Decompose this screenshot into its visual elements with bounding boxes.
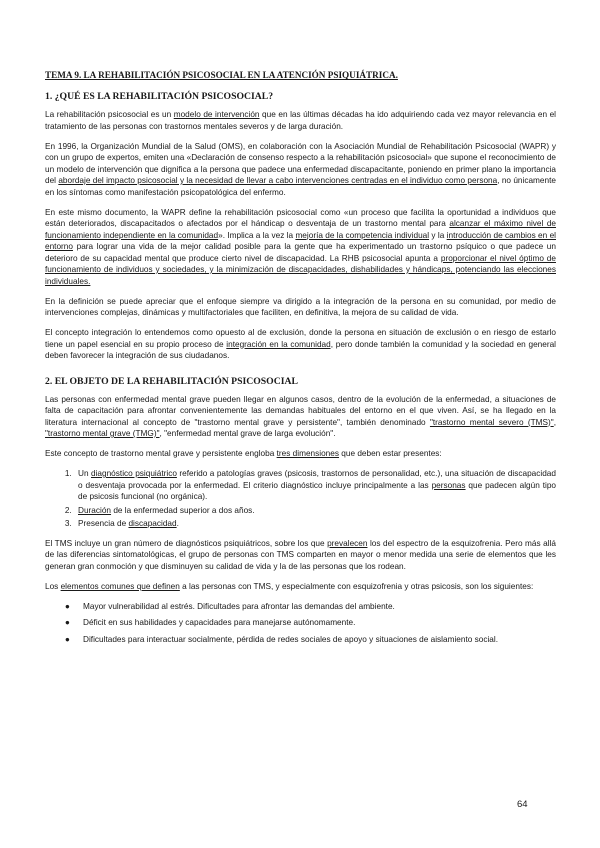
s2-paragraph-1: Las personas con enfermedad mental grave pueden llegar en algunos casos, dentro de la evolución de la enfermedad, a situaciones de falta de capacitación para afrontar convenientemente las demandas habituales del entorno en el que viven. Así, se ha llegado en la literatura internacional al concepto de "trastorno mental grave y persistente", también denominado "trastorno mental severo (TMS)", "trastorno mental grave (TMG)", "enfermedad mental grave de larga evolución".: [45, 394, 556, 438]
s2-paragraph-4: Los elementos comunes que definen a las personas con TMS, y especialmente con esquizofrenia y otras psicosis, son los siguientes:: [45, 581, 534, 591]
list-item: ● Dificultades para interactuar socialmente, pérdida de redes sociales de apoyo y situaciones de aislamiento social.: [65, 634, 499, 644]
list-item: ● Mayor vulnerabilidad al estrés. Dificultades para afrontar las demandas del ambiente.: [65, 601, 395, 611]
list-item: 1. Un diagnóstico psiquiátrico referido a patologías graves (psicosis, trastornos de personalidad, etc.), una situación de discapacidad o desventaja provocada por la enfermedad. El criterio diagnóstico incluye principalmente a las personas que padecen algún tipo de psicosis funcional (no orgánica).: [74, 468, 556, 503]
common-elements-list: [45, 601, 556, 646]
bullet-icon: ●: [65, 634, 70, 644]
document-title: TEMA 9. LA REHABILITACIÓN PSICOSOCIAL EN LA ATENCIÓN PSIQUIÁTRICA.: [45, 70, 398, 80]
s1-paragraph-1: La rehabilitación psicosocial es un modelo de intervención que en las últimas décadas ha ido adquiriendo cada vez mayor relevancia en el tratamiento de las personas con trastornos mentales severos y de larga duración.: [45, 110, 556, 131]
s2-paragraph-2: Este concepto de trastorno mental grave y persistente engloba tres dimensiones que deben estar presentes:: [45, 449, 442, 458]
s1-paragraph-5: El concepto integración lo entendemos como opuesto al de exclusión, donde la persona en situación de exclusión o en riesgo de estarlo tiene un papel esencial en su propio proceso de integración en la comunidad, pero donde también la comunidad y la sociedad en general deben favorecer la integración de sus ciudadanos.: [45, 328, 556, 360]
s1-paragraph-2: En 1996, la Organización Mundial de la Salud (OMS), en colaboración con la Asociación Mundial de Rehabilitación Psicosocial (WAPR) y con un grupo de expertos, emiten una «Declaración de consenso respecto a la rehabilitación psicosocial» que supone el reconocimiento de un modelo de intervención que dignifica a la persona que padece una enfermedad discapacitante, poniendo en primer plano la importancia del abordaje del impacto psicosocial y la necesidad de llevar a cabo intervenciones centradas en el individuo como persona, no únicamente en los síntomas como manifestación psicopatológica del enfermo.: [45, 141, 556, 197]
list-item: ● Déficit en sus habilidades y capacidades para manejarse autónomamente.: [65, 618, 356, 627]
section-1-heading: 1. ¿QUÉ ES LA REHABILITACIÓN PSICOSOCIAL?: [45, 91, 274, 102]
s2-paragraph-3: El TMS incluye un gran número de diagnósticos psiquiátricos, sobre los que prevalecen los del espectro de la esquizofrenia. Pero más allá de las diferencias sintomatológicas, el grupo de personas con TMS comparten en mayor o menor medida una serie de elementos que les generan gran conmoción y que disminuyen su calidad de vida y la de las personas que los rodean.: [45, 538, 556, 571]
s1-paragraph-4: En la definición se puede apreciar que el enfoque siempre va dirigido a la integración de la persona en su comunidad, por medio de intervenciones complejas, dinámicas y multifactoriales que faciliten, en definitiva, la mejora de su calidad de vida.: [45, 296, 556, 317]
list-item: 3. Presencia de discapacidad.: [74, 518, 556, 530]
page-number: 64: [517, 799, 528, 810]
bullet-icon: ●: [65, 601, 70, 611]
s1-paragraph-3: En este mismo documento, la WAPR define la rehabilitación psicosocial como «un proceso que facilita la oportunidad a individuos que están deteriorados, discapacitados o afectados por el hándicap o desventaja de un trastorno mental para alcanzar el máximo nivel de funcionamiento independiente en la comunidad». Implica a la vez la mejoría de la competencia individual y la introducción de cambios en el entorno para lograr una vida de la mejor calidad posible para la gente que ha experimentado un trastorno psíquico o que padece un deterioro de su capacidad mental que produce cierto nivel de discapacidad. La RHB psicosocial apunta a proporcionar el nivel óptimo de funcionamiento de individuos y sociedades, y la minimización de discapacidades, dishabilidades y hándicaps, potenciando las elecciones individuales.: [45, 207, 557, 286]
list-item: 2. Duración de la enfermedad superior a dos años.: [74, 505, 556, 517]
section-2-heading: 2. EL OBJETO DE LA REHABILITACIÓN PSICOSOCIAL: [45, 375, 298, 387]
bullet-icon: ●: [65, 618, 70, 627]
dimensions-list: [45, 468, 556, 530]
